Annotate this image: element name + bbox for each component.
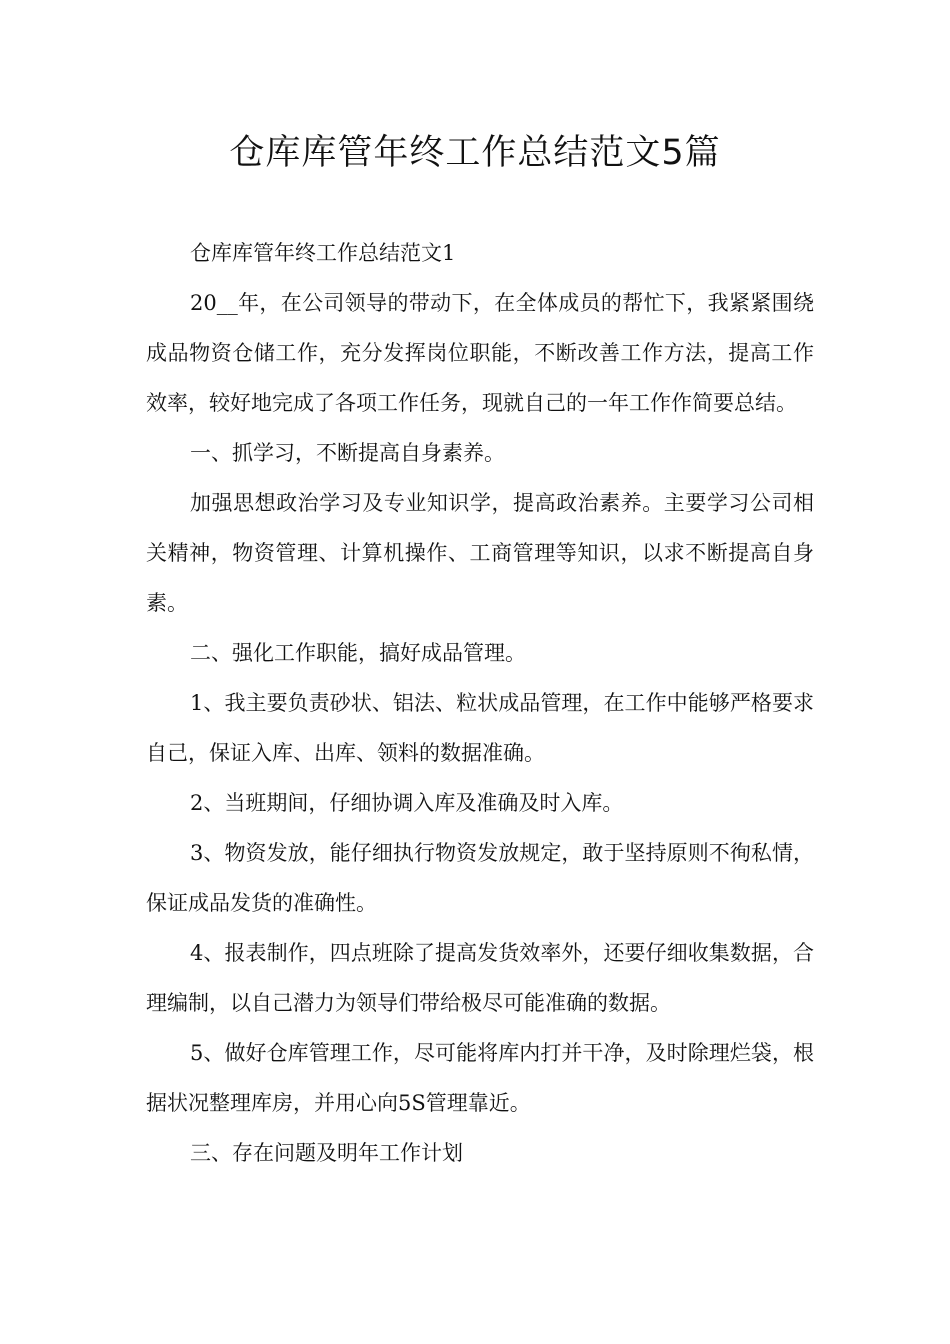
paragraph-item-3: 3、物资发放，能仔细执行物资发放规定，敢于坚持原则不徇私情，保证成品发货的准确性。 [146, 841, 814, 915]
paragraph-item-5: 5、做好仓库管理工作，尽可能将库内打并干净，及时除理烂袋，根据状况整理库房，并用心向5S管理靠近。 [146, 1041, 814, 1115]
paragraph-item-1: 1、我主要负责砂状、铝法、粒状成品管理，在工作中能够严格要求自己，保证入库、出库、领料的数据准确。 [146, 691, 814, 765]
paragraph-study: 加强思想政治学习及专业知识学，提高政治素养。主要学习公司相关精神，物资管理、计算机操作、工商管理等知识，以求不断提高自身素。 [146, 491, 814, 615]
section-heading-2: 二、强化工作职能，搞好成品管理。 [190, 641, 526, 665]
paragraph-intro: 20__年，在公司领导的带动下，在全体成员的帮忙下，我紧紧围绕成品物资仓储工作，充分发挥岗位职能，不断改善工作方法，提高工作效率，较好地完成了各项工作任务，现就自己的一年工作作简要总结。 [146, 291, 814, 415]
section-heading-3: 三、存在问题及明年工作计划 [190, 1141, 463, 1165]
paragraph-item-2: 2、当班期间，仔细协调入库及准确及时入库。 [190, 791, 624, 815]
section-heading-article-1: 仓库库管年终工作总结范文1 [190, 241, 456, 265]
section-heading-1: 一、抓学习，不断提高自身素养。 [190, 441, 505, 465]
paragraph-item-4: 4、报表制作，四点班除了提高发货效率外，还要仔细收集数据，合理编制，以自己潜力为领导们带给极尽可能准确的数据。 [146, 941, 814, 1015]
document-body [146, 228, 814, 1178]
document-title: 仓库库管年终工作总结范文5篇 [229, 133, 721, 173]
